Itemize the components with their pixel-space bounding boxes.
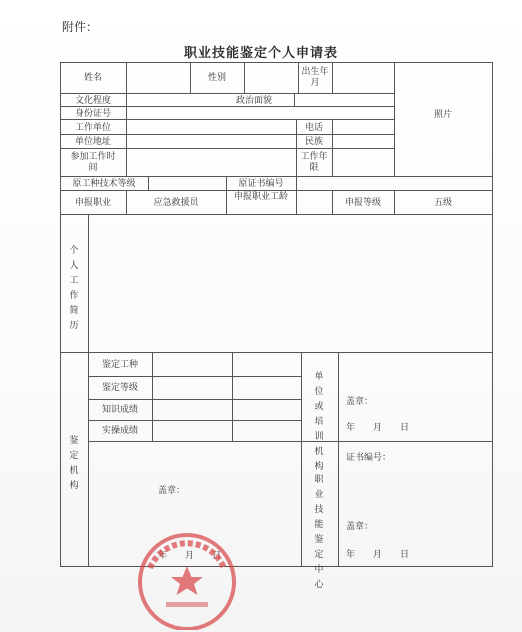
political-status-label: 政治面貌 bbox=[235, 96, 272, 106]
training-org-seal-label: 盖章： bbox=[346, 397, 374, 407]
work-years-label: 工作年限 bbox=[300, 152, 328, 173]
photo-label: 照片 bbox=[433, 110, 452, 120]
application-form-table bbox=[60, 62, 493, 590]
row-line bbox=[60, 106, 394, 107]
col-line bbox=[148, 176, 149, 190]
col-line bbox=[332, 62, 333, 93]
row-line bbox=[60, 148, 394, 149]
name-label: 姓名 bbox=[83, 73, 102, 83]
ethnicity-label: 民族 bbox=[304, 137, 323, 147]
table-border-top bbox=[60, 62, 493, 63]
col-line bbox=[332, 119, 333, 176]
col-line bbox=[294, 93, 295, 106]
col-line bbox=[244, 62, 245, 93]
address-label: 单位地址 bbox=[74, 137, 111, 147]
row-line bbox=[60, 352, 493, 353]
practical-score-label: 实操成绩 bbox=[101, 426, 138, 436]
certificate-number-label: 证书编号： bbox=[346, 453, 392, 463]
apply-occupation-label: 申报职业 bbox=[74, 198, 111, 208]
col-line bbox=[232, 352, 233, 441]
stamp-star-icon bbox=[171, 566, 203, 595]
row-line bbox=[88, 420, 301, 421]
center-date: 年 月 日 bbox=[346, 550, 410, 560]
apply-level-value: 五级 bbox=[433, 198, 452, 208]
official-seal-stamp bbox=[126, 522, 248, 630]
row-line bbox=[60, 93, 394, 94]
col-line bbox=[126, 93, 127, 176]
apply-level-label: 申报等级 bbox=[344, 198, 381, 208]
apply-occupation-value: 应急救援员 bbox=[153, 198, 199, 208]
row-line bbox=[60, 119, 394, 120]
original-skill-level-label: 原工种技术等级 bbox=[72, 179, 136, 189]
row-line bbox=[60, 214, 493, 215]
appraisal-type-label: 鉴定工种 bbox=[101, 360, 138, 370]
knowledge-score-label: 知识成绩 bbox=[101, 405, 138, 415]
row-line bbox=[88, 399, 301, 400]
col-line bbox=[338, 352, 339, 566]
col-line bbox=[152, 352, 153, 441]
page-title: 职业技能鉴定个人申请表 bbox=[183, 46, 338, 61]
start-work-time-label: 参加工作时间 bbox=[70, 152, 116, 173]
col-line bbox=[301, 352, 302, 566]
row-line bbox=[88, 376, 301, 377]
row-line bbox=[60, 134, 394, 135]
training-org-label: 单位或培训机构 bbox=[314, 372, 324, 472]
employer-label: 工作单位 bbox=[74, 123, 111, 133]
stamp-lower-text bbox=[166, 602, 208, 607]
agency-seal-label: 盖章： bbox=[158, 486, 186, 496]
col-line bbox=[298, 62, 299, 93]
education-label: 文化程度 bbox=[74, 96, 111, 106]
attachment-label: 附件： bbox=[62, 20, 99, 34]
table-border-bottom bbox=[60, 566, 493, 567]
appraisal-center-label: 职业技能鉴定中心 bbox=[314, 475, 324, 590]
col-line bbox=[226, 190, 227, 214]
appraisal-agency-label: 鉴定机构 bbox=[69, 436, 79, 491]
agency-date: 年 月 日 bbox=[158, 551, 222, 561]
col-line bbox=[126, 62, 127, 93]
gender-label: 性别 bbox=[207, 73, 226, 83]
table-border-right bbox=[492, 62, 493, 566]
row-line bbox=[88, 441, 493, 442]
center-seal-label: 盖章： bbox=[346, 522, 374, 532]
training-org-date: 年 月 日 bbox=[346, 423, 410, 433]
original-certificate-label: 原证书编号 bbox=[238, 179, 284, 189]
col-line bbox=[296, 176, 297, 190]
id-number-label: 身份证号 bbox=[74, 109, 111, 119]
stamp-text-arc bbox=[150, 543, 224, 568]
apply-seniority-label: 申报职业工龄 bbox=[233, 192, 288, 202]
row-line bbox=[60, 176, 493, 177]
row-line bbox=[60, 190, 493, 191]
phone-label: 电话 bbox=[304, 123, 323, 133]
birth-date-label: 出生年月 bbox=[301, 67, 329, 88]
work-resume-label: 个人工作简历 bbox=[69, 246, 79, 331]
appraisal-level-label: 鉴定等级 bbox=[101, 383, 138, 393]
col-line bbox=[296, 190, 297, 214]
